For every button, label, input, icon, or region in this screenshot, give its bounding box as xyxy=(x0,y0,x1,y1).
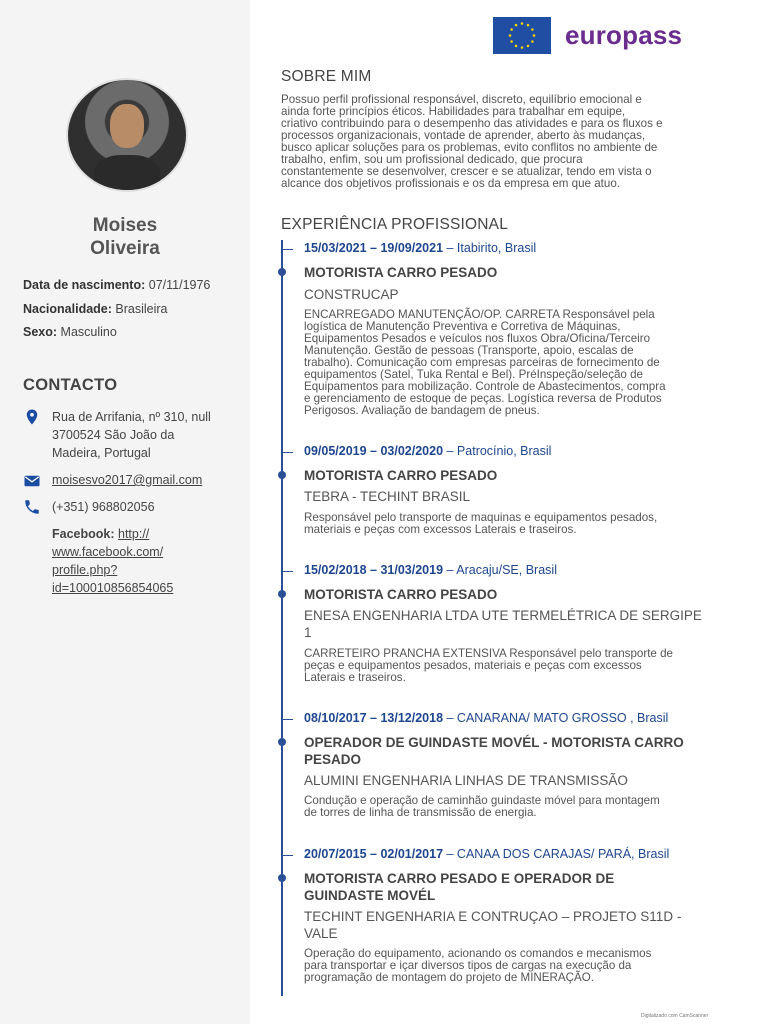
job-company-line: TECHINT ENGENHARIA E CONTRUÇAO – PROJETO S11D - xyxy=(304,909,682,924)
europass-logo xyxy=(493,17,682,54)
avatar xyxy=(66,78,188,192)
job-location: – Aracaju/SE, Brasil xyxy=(443,563,557,577)
sidebar xyxy=(0,0,250,1024)
timeline-tick xyxy=(281,855,293,856)
job-desc-line: Laterais e traseiros. xyxy=(304,671,406,684)
about-line: busco aplicar soluções para os problemas, evito conflitos no ambiente de xyxy=(281,141,658,154)
nationality-value: Brasileira xyxy=(115,302,168,316)
job-location: – CANARANA/ MATO GROSSO , Brasil xyxy=(443,711,669,725)
job-dates: 20/07/2015 – 02/01/2017 xyxy=(304,847,444,861)
timeline-dot xyxy=(278,268,286,276)
job-desc-line: programação de montagem do projeto de MINERAÇÃO. xyxy=(304,971,594,984)
timeline-dot xyxy=(278,590,286,598)
phone-icon xyxy=(23,498,41,516)
timeline-dot xyxy=(278,874,286,882)
birth-label: Data de nascimento: xyxy=(23,278,146,292)
job-company-line: ENESA ENGENHARIA LTDA UTE TERMELÉTRICA DE SERGIPE xyxy=(304,608,702,623)
job-location: – CANAA DOS CARAJAS/ PARÁ, Brasil xyxy=(443,847,670,861)
job-title xyxy=(304,734,724,768)
job-title xyxy=(304,467,724,484)
job-title-line: OPERADOR DE GUINDASTE MOVÉL - MOTORISTA CARRO xyxy=(304,735,684,750)
europass-brand: europass xyxy=(565,20,683,50)
job-title xyxy=(304,586,724,603)
job-desc-line: e gerenciamento de estoque de peças. Logística reversa de Produtos xyxy=(304,392,662,405)
job-location: – Patrocínio, Brasil xyxy=(443,444,552,458)
address xyxy=(52,408,211,462)
about-line: ainda forte princípios éticos. Habilidades para trabalhar em equipe, xyxy=(281,105,626,118)
address-line-1: Rua de Arrifania, nº 310, null xyxy=(52,410,211,424)
about-line: alcance dos objetivos profissionais e os da empresa em que atuo. xyxy=(281,177,620,190)
job-company-line: CONSTRUCAP xyxy=(304,287,399,302)
last-name: Oliveira xyxy=(90,238,160,259)
email-link[interactable]: moisesvo2017@gmail.com xyxy=(52,473,203,487)
avatar-face xyxy=(110,104,143,148)
about-line: processos organizacionais, vontade de aprender, aberto às mudanças, xyxy=(281,129,646,142)
job-company xyxy=(304,607,724,641)
timeline-tick xyxy=(281,571,293,572)
facebook-link-line-4[interactable]: id=100010856854065 xyxy=(52,581,174,595)
first-name: Moises xyxy=(92,215,158,236)
about-line: criativo contribuindo para o desempenho das atividades e para os fluxos e xyxy=(281,117,663,130)
job-date xyxy=(304,711,668,725)
job-desc-line: Manutenção. Gestão de pessoas (Transporte, apoio, escalas de xyxy=(304,344,634,357)
job-title-line: MOTORISTA CARRO PESADO xyxy=(304,265,498,280)
nationality-label: Nacionalidade: xyxy=(23,302,112,316)
job-description xyxy=(304,648,724,684)
job-company-line: ALUMINI ENGENHARIA LINHAS DE TRANSMISSÃO xyxy=(304,773,628,788)
job-description xyxy=(304,512,724,536)
job-desc-line: Condução e operação de caminhão guindaste móvel para montagem xyxy=(304,794,660,807)
job-date xyxy=(304,847,669,861)
job-location: – Itabirito, Brasil xyxy=(443,241,537,255)
birth-value: 07/11/1976 xyxy=(148,278,211,292)
about-line: Possuo perfil profissional responsável, discreto, equilíbrio emocional e xyxy=(281,93,642,106)
job-dates: 15/03/2021 – 19/09/2021 xyxy=(304,241,444,255)
scanner-watermark: Digitalizado com CamScanner xyxy=(641,1013,709,1019)
job-company-line: 1 xyxy=(304,625,312,640)
job-title xyxy=(304,264,724,281)
about-line: trabalho, enfim, sou um profissional dedicado, que procura xyxy=(281,153,583,166)
job-desc-line: ENCARREGADO MANUTENÇÃO/OP. CARRETA Responsável pela xyxy=(304,308,655,321)
facebook-label: Facebook: xyxy=(52,527,115,541)
birth-date xyxy=(23,278,210,292)
job-desc-line: Equipamentos Pesados e veículos nos fluxos Obra/Oficina/Terceiro xyxy=(304,332,651,345)
job-company xyxy=(304,286,724,303)
job-desc-line: trabalho). Comunicação com empresas parceiras de fornecimento de xyxy=(304,356,660,369)
job-desc-line: Perigosos. Avaliação de bandagem de pneus. xyxy=(304,404,540,417)
job-dates: 15/02/2018 – 31/03/2019 xyxy=(304,563,444,577)
address-line-2: 3700524 São João da xyxy=(52,428,175,442)
job-company xyxy=(304,908,724,942)
timeline-dot xyxy=(278,738,286,746)
job-title-line: PESADO xyxy=(304,752,362,767)
sex-label: Sexo: xyxy=(23,325,58,339)
email-icon xyxy=(23,472,41,490)
job-company xyxy=(304,772,724,789)
facebook-link-line-1[interactable]: http:// xyxy=(118,527,150,541)
avatar-shirt xyxy=(94,155,160,192)
facebook xyxy=(52,525,173,597)
job-desc-line: Responsável pelo transporte de maquinas e equipamentos pesados, xyxy=(304,511,658,524)
timeline-line xyxy=(281,240,283,996)
about-title: SOBRE MIM xyxy=(281,68,372,85)
facebook-link-line-3[interactable]: profile.php? xyxy=(52,563,118,577)
contact-title: CONTACTO xyxy=(23,376,118,394)
sex-value: Masculino xyxy=(60,325,117,339)
job-title-line: MOTORISTA CARRO PESADO xyxy=(304,587,498,602)
address-line-3: Madeira, Portugal xyxy=(52,446,151,460)
job-desc-line: logística de Manutenção Preventiva e Corretiva de Máquinas, xyxy=(304,320,621,333)
job-dates: 09/05/2019 – 03/02/2020 xyxy=(304,444,444,458)
job-title-line: MOTORISTA CARRO PESADO xyxy=(304,468,498,483)
job-title-line: GUINDASTE MOVÉL xyxy=(304,888,436,903)
job-title-line: MOTORISTA CARRO PESADO E OPERADOR DE xyxy=(304,871,615,886)
about-line: constantemente se desenvolver, crescer e se atualizar, tendo em vista o xyxy=(281,165,652,178)
job-desc-line: de torres de linha de transmissão de energia. xyxy=(304,806,537,819)
job-date xyxy=(304,241,536,255)
job-date xyxy=(304,444,551,458)
job-company xyxy=(304,488,724,505)
phone-number: (+351) 968802056 xyxy=(52,500,155,514)
job-date xyxy=(304,563,557,577)
job-dates: 08/10/2017 – 13/12/2018 xyxy=(304,711,444,725)
facebook-link-line-2[interactable]: www.facebook.com/ xyxy=(52,545,164,559)
job-title xyxy=(304,870,724,904)
job-description xyxy=(304,795,724,819)
timeline-dot xyxy=(278,471,286,479)
job-desc-line: peças e equipamentos pesados, materiais e peças com excessos xyxy=(304,659,642,672)
sex xyxy=(23,325,117,339)
job-description xyxy=(304,948,724,984)
timeline-tick xyxy=(281,719,293,720)
job-company-line: TEBRA - TECHINT BRASIL xyxy=(304,489,471,504)
eu-flag-icon xyxy=(493,17,551,54)
experience-title: EXPERIÊNCIA PROFISSIONAL xyxy=(281,216,509,233)
job-desc-line: CARRETEIRO PRANCHA EXTENSIVA Responsável pelo transporte de xyxy=(304,647,674,660)
nationality xyxy=(23,302,168,316)
timeline-tick xyxy=(281,452,293,453)
job-desc-line: para transportar e içar diversos tipos de cargas na execução da xyxy=(304,959,632,972)
job-desc-line: Operação do equipamento, acionando os comandos e mecanismos xyxy=(304,947,652,960)
timeline-tick xyxy=(281,249,293,250)
job-desc-line: Equipamentos para mobilização. Controle de Abastecimentos, compra xyxy=(304,380,666,393)
job-company-line: VALE xyxy=(304,926,338,941)
location-pin-icon xyxy=(23,408,41,426)
job-desc-line: materiais e peças com excessos Laterais e traseiros. xyxy=(304,523,577,536)
about-text xyxy=(281,94,721,190)
job-desc-line: equipamentos (Satel, Tuka Rental e Bel). PréInspeção/seleção de xyxy=(304,368,643,381)
job-description xyxy=(304,309,724,417)
